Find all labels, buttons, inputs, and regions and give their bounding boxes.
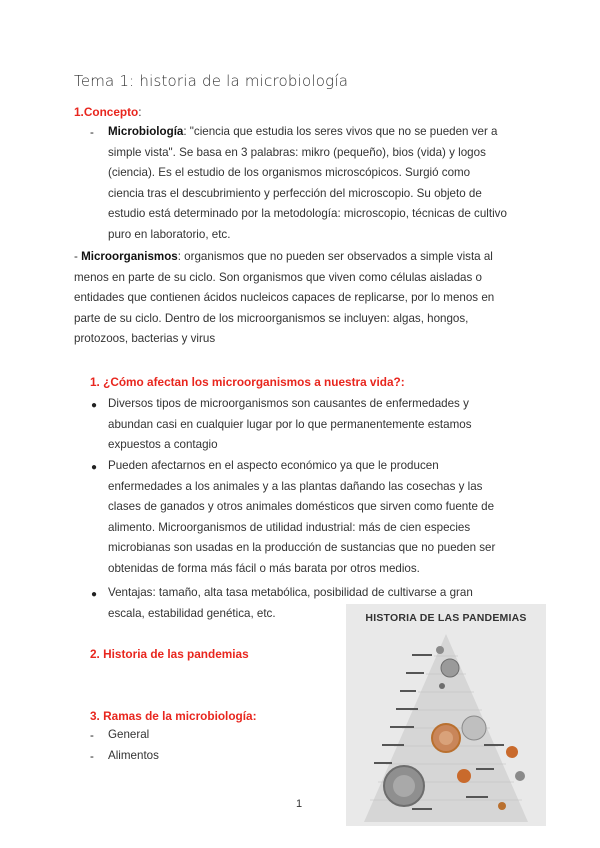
concepto-colon: : — [138, 105, 142, 119]
bullet-line: expuestos a contagio — [108, 438, 218, 451]
page-number: 1 — [296, 798, 303, 810]
bullet-line: microbianas son usadas en la producción de sustancias que no pueden ser — [108, 541, 496, 554]
microbiologia-paragraph — [108, 122, 548, 245]
bullet-line: enfermedades a los animales y a las plantas dañando las cosechas y las — [108, 479, 483, 493]
ramas-item: Alimentos — [108, 749, 159, 762]
bullet-line: abundan casi en cualquier lugar por lo que permanentemente estamos — [108, 417, 472, 431]
pandemic-pyramid-graphic — [352, 626, 540, 824]
microbiologia-line: estudio está determinado por la metodología: microscopio, técnicas de cultivo — [108, 207, 507, 220]
bullet-line: obtenidas de forma más fácil o más barata por otros medios. — [108, 561, 420, 575]
ramas-item: General — [108, 728, 150, 741]
concepto-heading — [74, 105, 142, 119]
microorganismos-paragraph — [74, 247, 554, 350]
afectan-bullet-2 — [108, 456, 548, 579]
microbiologia-line: ciencia tras el descubrimiento y perfección del microscopio. Su objeto de — [108, 186, 482, 200]
microbiologia-line: puro en laboratorio, etc. — [108, 227, 231, 241]
afectan-heading: 1. ¿Cómo afectan los microorganismos a nuestra vida?: — [90, 375, 405, 389]
microbiologia-line: (ciencia). Es el estudio de los organismos microscópicos. Surgió como — [108, 166, 471, 179]
ramas-heading: 3. Ramas de la microbiología: — [90, 709, 257, 723]
bullet-line: Diversos tipos de microorganismos son causantes de enfermedades y — [108, 397, 469, 410]
microbiologia-term: Microbiología — [108, 125, 184, 138]
bullet-line: escala, estabilidad genética, etc. — [108, 606, 276, 620]
list-dash: - — [90, 750, 94, 763]
bullet-line: clases de ganados y otros animales domésticos que sirven como fuente de — [108, 500, 495, 513]
microbiologia-line: : "ciencia que estudia los seres vivos que no se pueden ver a — [183, 125, 498, 138]
document-title: Tema 1: historia de la microbiología — [74, 72, 349, 90]
microorganismos-line: menos en parte de su ciclo. Son organismos que viven como células aisladas o — [74, 270, 482, 284]
microorganismos-dash: - — [74, 250, 82, 263]
microbiologia-line: simple vista". Se basa en 3 palabras: mikro (pequeño), bios (vida) y logos — [108, 145, 486, 159]
list-dash: - — [90, 729, 94, 742]
pandemic-infographic — [346, 604, 546, 826]
microorganismos-line: : organismos que no pueden ser observados a simple vista al — [177, 250, 493, 263]
bullet-line: Ventajas: tamaño, alta tasa metabólica, posibilidad de cultivarse a gran — [108, 586, 473, 599]
microorganismos-line: protozoos, bacterias y virus — [74, 332, 216, 345]
microorganismos-line: entidades que contienen ácidos nucleicos capaces de replicarse, por lo menos en — [74, 291, 495, 304]
infographic-title: HISTORIA DE LAS PANDEMIAS — [365, 612, 527, 624]
bullet-icon: ● — [91, 400, 98, 411]
afectan-bullet-1 — [108, 394, 548, 456]
historia-heading: 2. Historia de las pandemias — [90, 647, 249, 661]
bullet-icon: ● — [91, 462, 98, 473]
bullet-line: alimento. Microorganismos de utilidad industrial: más de cien especies — [108, 520, 471, 534]
list-dash: - — [90, 126, 94, 139]
bullet-icon: ● — [91, 589, 98, 600]
concepto-heading-text: 1.Concepto — [74, 105, 139, 119]
bullet-line: Pueden afectarnos en el aspecto económico ya que le producen — [108, 459, 439, 472]
microorganismos-line: parte de su ciclo. Dentro de los microorganismos se incluyen: algas, hongos, — [74, 311, 469, 325]
microorganismos-term: Microorganismos — [81, 250, 178, 263]
